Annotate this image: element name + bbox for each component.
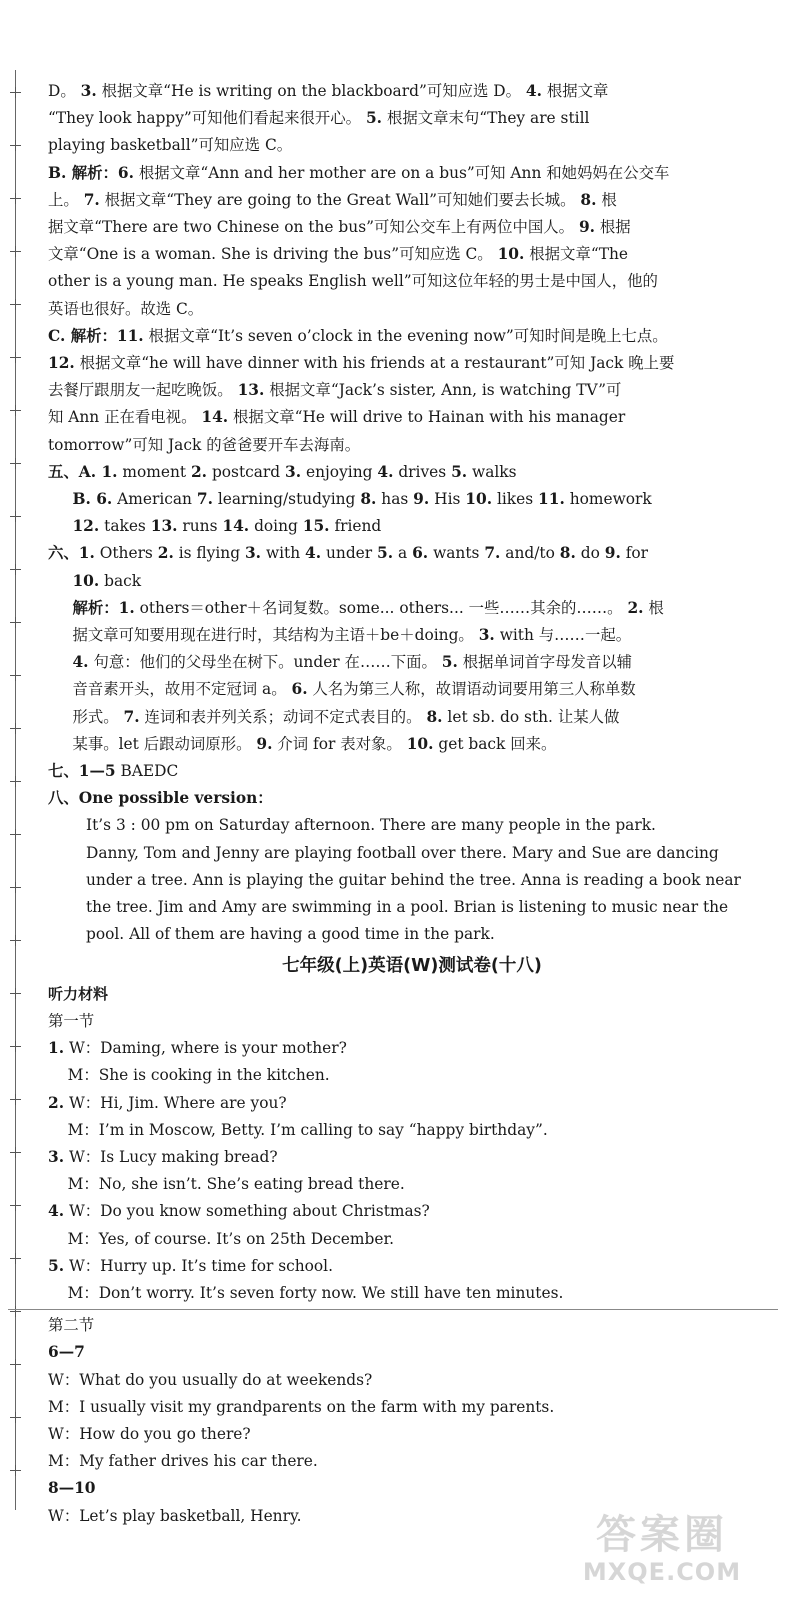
essay-line: It’s 3 : 00 pm on Saturday afternoon. There are many people in the park. — [86, 816, 656, 835]
binding-tick — [10, 1417, 21, 1418]
answer-line: 去餐厅跟朋友一起吃晚饭。 13. 根据文章“Jack’s sister, Ann, is watching TV”可 — [48, 381, 622, 400]
dialog-line: 1. W：Daming, where is your mother? — [48, 1039, 347, 1058]
essay-line: the tree. Jim and Amy are swimming in a pool. Brian is listening to music near the — [86, 898, 729, 917]
binding-tick — [10, 1046, 21, 1047]
binding-tick — [10, 1258, 21, 1259]
binding-tick — [10, 463, 21, 464]
binding-tick — [10, 1311, 21, 1312]
answers-section — [48, 78, 776, 812]
binding-tick — [10, 357, 21, 358]
essay-line: pool. All of them are having a good time in the park. — [86, 925, 495, 944]
dialog-line: W：What do you usually do at weekends? — [48, 1370, 373, 1389]
answer-line: 据文章可知要用现在进行时，其结构为主语＋be＋doing。 3. with 与……一起。 — [48, 626, 632, 645]
binding-tick — [10, 304, 21, 305]
dialog-line: 5. W：Hurry up. It’s time for school. — [48, 1256, 334, 1275]
listening-dialogs-part1 — [48, 1035, 776, 1307]
listening-header: 听力材料 — [48, 984, 109, 1003]
dialog-line: M：No, she isn’t. She’s eating bread there. — [48, 1175, 405, 1194]
answer-line: B. 解析：6. 根据文章“Ann and her mother are on a bus”可知 Ann 和她妈妈在公交车 — [48, 163, 670, 182]
group-8-10: 8—10 — [48, 1479, 96, 1498]
binding-tick — [10, 887, 21, 888]
binding-tick — [10, 569, 21, 570]
binding-tick — [10, 675, 21, 676]
answer-line: 七、1—5 BAEDC — [48, 762, 179, 781]
dialog-line: W：How do you go there? — [48, 1424, 251, 1443]
dialog-line: M：She is cooking in the kitchen. — [48, 1066, 330, 1085]
answer-line: C. 解析：11. 根据文章“It’s seven o’clock in the evening now”可知时间是晚上七点。 — [48, 326, 668, 345]
binding-tick — [10, 622, 21, 623]
watermark-logo — [557, 1512, 767, 1592]
essay-section — [48, 812, 776, 948]
dialog-line: M：Don’t worry. It’s seven forty now. We still have ten minutes. — [48, 1283, 564, 1302]
page-divider — [8, 1309, 778, 1310]
answer-line: “They look happy”可知他们看起来很开心。 5. 根据文章末句“They are still — [48, 109, 590, 128]
answer-line: D。 3. 根据文章“He is writing on the blackboard”可知应选 D。 4. 根据文章 — [48, 82, 609, 100]
answer-line: tomorrow”可知 Jack 的爸爸要开车去海南。 — [48, 435, 361, 454]
binding-tick — [10, 251, 21, 252]
answer-line: 五、A. 1. moment 2. postcard 3. enjoying 4. drives 5. walks — [48, 462, 517, 481]
binding-tick — [10, 92, 21, 93]
answer-line: B. 6. American 7. learning/studying 8. has 9. His 10. likes 11. homework — [72, 490, 652, 509]
answer-line: 4. 句意：他们的父母坐在树下。under 在……下面。 5. 根据单词首字母发音以辅 — [72, 653, 633, 672]
dialog-line: 3. W：Is Lucy making bread? — [48, 1147, 278, 1166]
dialog-line: 4. W：Do you know something about Christmas? — [48, 1202, 430, 1221]
binding-tick — [10, 993, 21, 994]
dialog-line: M：Yes, of course. It’s on 25th December. — [48, 1229, 395, 1248]
answer-line: other is a young man. He speaks English well”可知这位年轻的男士是中国人，他的 — [48, 272, 658, 291]
binding-tick — [10, 410, 21, 411]
answer-line: 解析：1. others＝other＋名词复数。some... others... 一些……其余的……。 2. 根 — [72, 598, 664, 617]
binding-tick — [10, 1364, 21, 1365]
answer-line: 文章“One is a woman. She is driving the bus”可知应选 C。 10. 根据文章“The — [48, 245, 628, 264]
test-title: 七年级(上)英语(W)测试卷(十八) — [282, 955, 542, 976]
listening-dialogs-part2 — [48, 1367, 776, 1476]
binding-tick — [10, 516, 21, 517]
answer-line: 知 Ann 正在看电视。 14. 根据文章“He will drive to Hainan with his manager — [48, 408, 626, 427]
dialog-line: M：I’m in Moscow, Betty. I’m calling to say “happy birthday”. — [48, 1120, 548, 1139]
binding-tick — [10, 198, 21, 199]
dialog-line: M：My father drives his car there. — [48, 1452, 318, 1471]
answer-line: 六、1. Others 2. is flying 3. with 4. under 5. a 6. wants 7. and/to 8. do 9. for — [48, 544, 649, 563]
answer-line: 英语也很好。故选 C。 — [48, 299, 204, 318]
essay-line: under a tree. Ann is playing the guitar behind the tree. Anna is reading a book near — [86, 870, 741, 889]
binding-margin-line — [15, 70, 16, 1510]
answer-line: 音音素开头，故用不定冠词 a。 6. 人名为第三人称，故谓语动词要用第三人称单数 — [48, 680, 636, 699]
answer-line: 某事。let 后跟动词原形。 9. 介词 for 表对象。 10. get back 回来。 — [48, 734, 557, 753]
section1-header: 第一节 — [48, 1011, 95, 1030]
binding-tick — [10, 1205, 21, 1206]
watermark-logo-text: 答案圈 — [596, 1512, 728, 1558]
dialog-line: M：I usually visit my grandparents on the farm with my parents. — [48, 1397, 555, 1416]
answer-line: 12. takes 13. runs 14. doing 15. friend — [72, 517, 382, 536]
binding-tick — [10, 834, 21, 835]
answer-line: 形式。 7. 连词和表并列关系；动词不定式表目的。 8. let sb. do sth. 让某人做 — [48, 707, 620, 726]
answer-content — [48, 78, 776, 1530]
binding-tick — [10, 781, 21, 782]
essay-line: Danny, Tom and Jenny are playing football over there. Mary and Sue are dancing — [86, 843, 719, 862]
answer-line: 10. back — [72, 571, 142, 590]
binding-tick — [10, 1099, 21, 1100]
answer-line: playing basketball”可知应选 C。 — [48, 136, 293, 155]
binding-tick — [10, 940, 21, 941]
answer-line: 八、One possible version： — [48, 789, 273, 808]
dialog-line: W：Let’s play basketball, Henry. — [48, 1506, 302, 1525]
binding-tick — [10, 1470, 21, 1471]
section2-header: 第二节 — [48, 1316, 95, 1335]
answer-line: 据文章“There are two Chinese on the bus”可知公交车上有两位中国人。 9. 根据 — [48, 218, 631, 237]
binding-tick — [10, 1152, 21, 1153]
watermark-url: MXQE.COM — [582, 1558, 742, 1586]
binding-tick — [10, 145, 21, 146]
answer-line: 12. 根据文章“he will have dinner with his friends at a restaurant”可知 Jack 晚上要 — [48, 354, 675, 373]
group-6-7: 6—7 — [48, 1343, 85, 1362]
answer-line: 上。 7. 根据文章“They are going to the Great Wall”可知她们要去长城。 8. 根 — [48, 190, 617, 209]
binding-tick — [10, 728, 21, 729]
dialog-line: 2. W：Hi, Jim. Where are you? — [48, 1093, 287, 1112]
